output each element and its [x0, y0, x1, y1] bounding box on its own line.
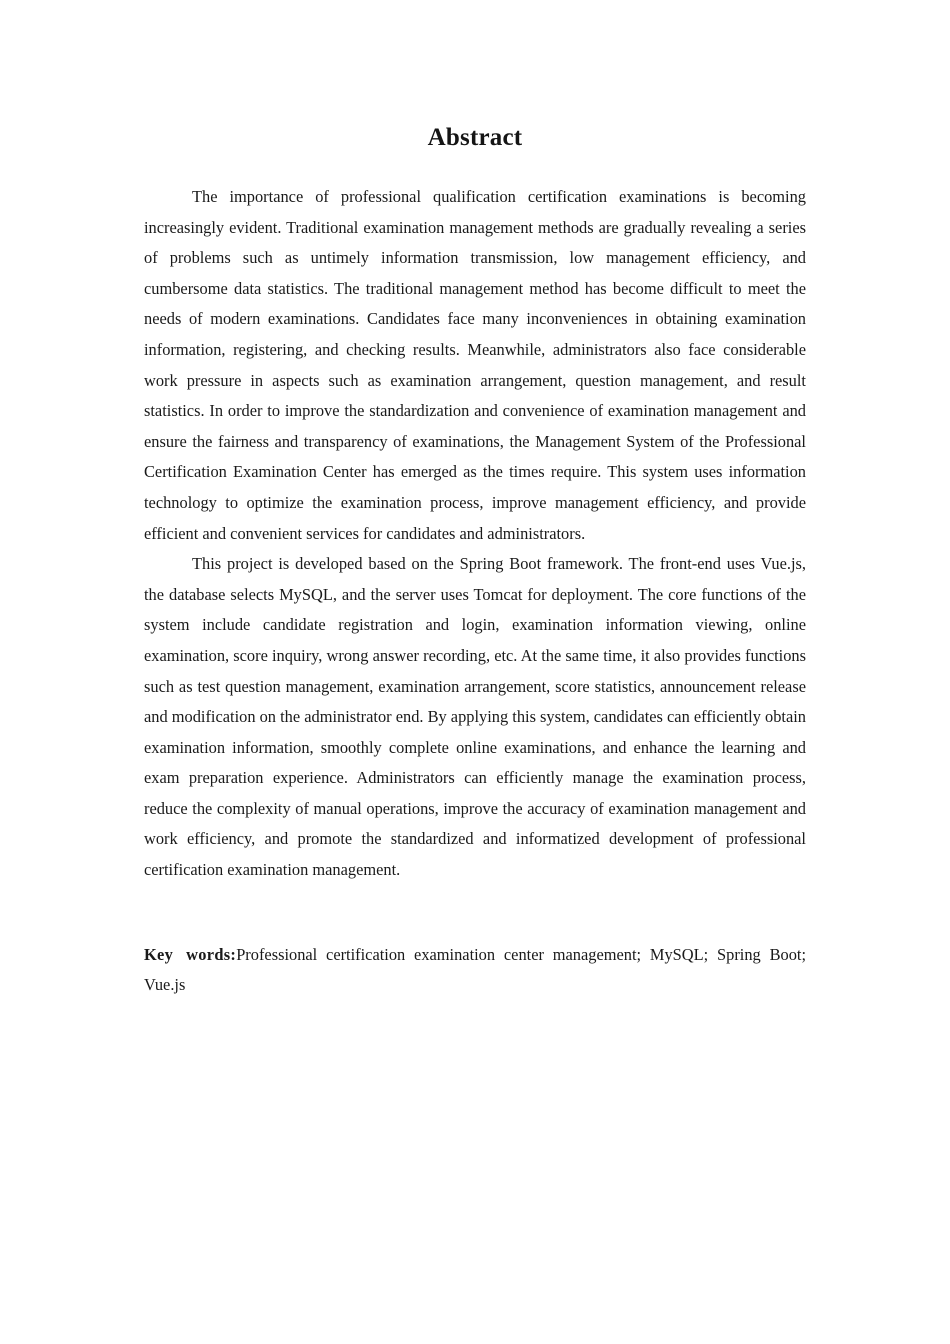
keywords-label-word-2: words:: [186, 944, 237, 964]
keywords-value: Professional certification examination center management; MySQL; Spring Boot; Vue.js: [144, 944, 806, 995]
keywords-label-word-1: Key: [144, 944, 174, 964]
keywords-label: [144, 945, 236, 964]
page-title: Abstract: [427, 124, 523, 151]
page-content: [144, 0, 806, 1001]
keywords-line: [144, 940, 806, 1001]
abstract-paragraph-2: This project is developed based on the Spring Boot framework. The front-end uses Vue.js, the database selects MySQL, and the server uses Tomcat for deployment. The core functions of the system include candidate registration and login, examination information viewing, online examination, score inquiry, wrong answer recording, etc. At the same time, it also provides functions such as test question management, examination arrangement, score statistics, announcement release and modification on the administrator end. By applying this system, candidates can efficiently obtain examination information, smoothly complete online examinations, and enhance the learning and exam preparation experience. Administrators can efficiently manage the examination process, reduce the complexity of manual operations, improve the accuracy of examination management and work efficiency, and promote the standardized and informatized development of professional certification examination management.: [144, 554, 806, 880]
abstract-paragraph-1: The importance of professional qualification certification examinations is becoming increasingly evident. Traditional examination management methods are gradually revealing a series of problems such as untimely information transmission, low management efficiency, and cumbersome data statistics. The traditional management method has become difficult to meet the needs of modern examinations. Candidates face many inconveniences in obtaining examination information, registering, and checking results. Meanwhile, administrators also face considerable work pressure in aspects such as examination arrangement, question management, and result statistics. In order to improve the standardization and convenience of examination management and ensure the fairness and transparency of examinations, the Management System of the Professional Certification Examination Center has emerged as the times require. This system uses information technology to optimize the examination process, improve management efficiency, and provide efficient and convenient services for candidates and administrators.: [144, 187, 806, 543]
